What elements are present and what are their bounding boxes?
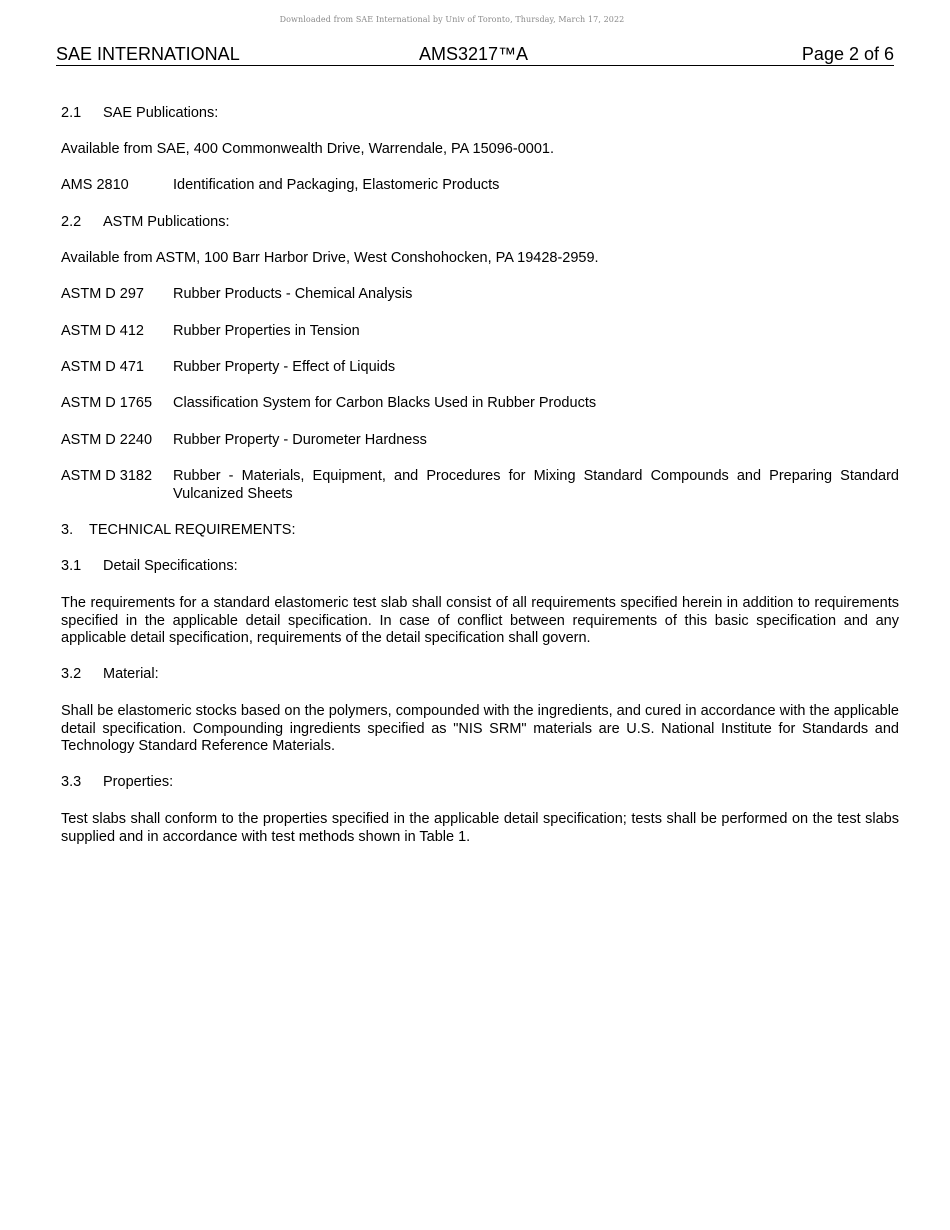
section-title: ASTM Publications:: [103, 214, 230, 230]
reference-code: ASTM D 1765: [61, 395, 153, 411]
section-number: 2.1: [61, 105, 82, 121]
section-3-heading: [61, 522, 296, 540]
section-title: TECHNICAL REQUIREMENTS:: [89, 522, 296, 538]
section-title: Material:: [103, 666, 159, 682]
reference-code: ASTM D 412: [61, 323, 144, 339]
sae-availability: Available from SAE, 400 Commonwealth Drive, Warrendale, PA 15096-0001.: [61, 141, 554, 157]
section-title: SAE Publications:: [103, 105, 219, 121]
reference-title: Rubber - Materials, Equipment, and Procedures for Mixing Standard Compounds and Preparing Standard Vulcanized Sheets: [173, 468, 899, 502]
reference-title: Rubber Products - Chemical Analysis: [173, 286, 413, 302]
section-number: 3.2: [61, 666, 82, 682]
reference-code: AMS 2810: [61, 177, 129, 193]
reference-code: ASTM D 3182: [61, 468, 153, 484]
download-watermark: Downloaded from SAE International by Univ of Toronto, Thursday, March 17, 2022: [279, 15, 625, 24]
section-2-2-heading: [61, 214, 230, 232]
reference-code: ASTM D 297: [61, 286, 144, 302]
reference-code: ASTM D 2240: [61, 432, 153, 448]
section-3-3-paragraph: Test slabs shall conform to the properties specified in the applicable detail specification; tests shall be performed on the test slabs supplied and in accordance with test methods shown in Table 1.: [61, 811, 899, 845]
reference-title: Classification System for Carbon Blacks Used in Rubber Products: [173, 395, 597, 411]
header-page-number: Page 2 of 6: [801, 44, 894, 64]
header-org: SAE INTERNATIONAL: [56, 44, 240, 64]
section-title: Detail Specifications:: [103, 558, 238, 574]
section-3-2-paragraph: Shall be elastomeric stocks based on the polymers, compounded with the ingredients, and cured in accordance with the applicable detail specification. Compounding ingredients specified as "NIS SRM" materials are U.S. National Institute for Standards and Technology Standard Reference Materials.: [61, 703, 899, 754]
section-number: 3.3: [61, 774, 82, 790]
reference-code: ASTM D 471: [61, 359, 144, 375]
section-3-1-paragraph: The requirements for a standard elastomeric test slab shall consist of all requirements specified herein in addition to requirements specified in the applicable detail specification. In case of conflict between requirements of this basic specification and any applicable detail specification, requirements of the detail specification shall govern.: [61, 595, 899, 646]
section-number: 2.2: [61, 214, 82, 230]
section-number: 3.: [61, 522, 74, 538]
header-doc-id: AMS3217™A: [419, 44, 529, 64]
reference-title: Rubber Property - Durometer Hardness: [173, 432, 427, 448]
reference-title: Rubber Properties in Tension: [173, 323, 360, 339]
section-number: 3.1: [61, 558, 82, 574]
astm-availability: Available from ASTM, 100 Barr Harbor Drive, West Conshohocken, PA 19428-2959.: [61, 250, 599, 266]
section-3-1-heading: [61, 558, 238, 576]
section-title: Properties:: [103, 774, 174, 790]
section-2-1-heading: [61, 105, 218, 123]
reference-title: Rubber Property - Effect of Liquids: [173, 359, 396, 375]
section-3-3-heading: [61, 774, 173, 792]
page-header: [56, 43, 894, 66]
section-3-2-heading: [61, 666, 159, 684]
reference-title: Identification and Packaging, Elastomeric Products: [173, 177, 500, 193]
